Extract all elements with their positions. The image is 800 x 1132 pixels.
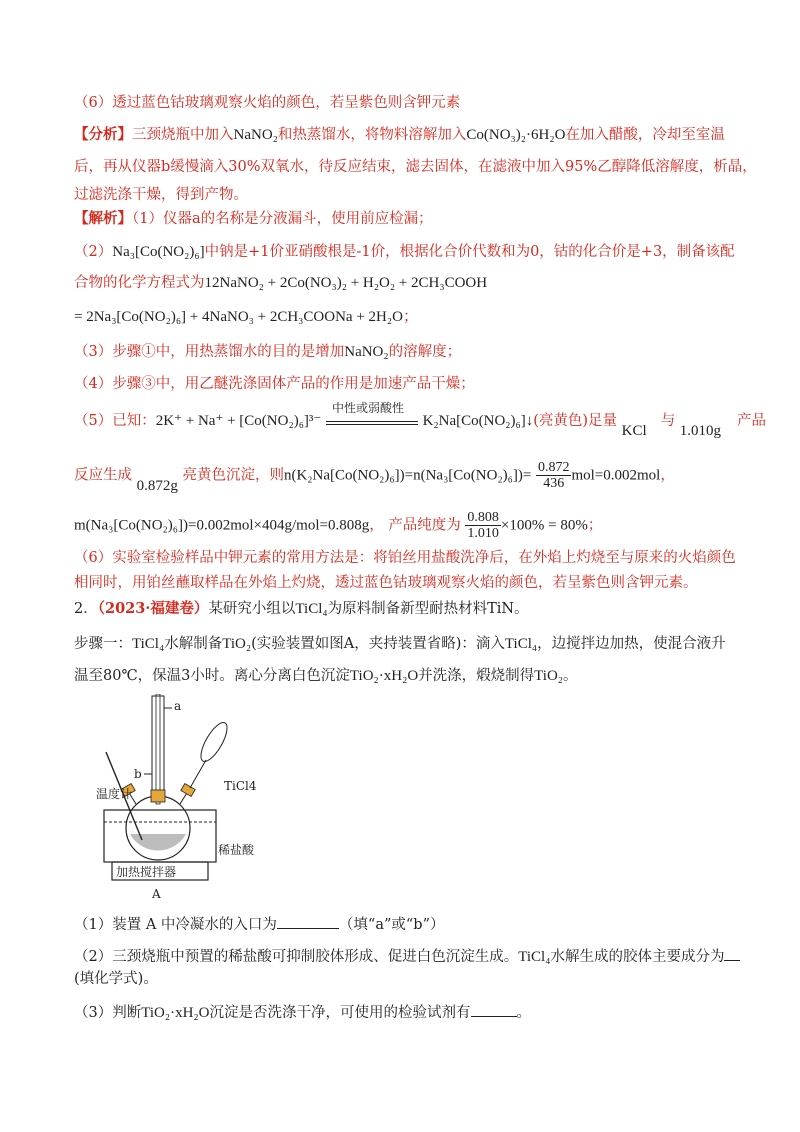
problem-2-step1-line-2: 温至80℃，保温3小时。离心分离白色沉淀TiO₂·xH₂O并洗涤，煅烧制得TiO₂。	[74, 668, 578, 684]
label-ticl4: TiCl4	[224, 779, 257, 793]
label-b: b	[134, 767, 142, 781]
condenser-outer	[152, 696, 164, 796]
analysis-line-1: 【分析】三颈烧瓶中加入NaNO₂和热蒸馏水，将物料溶解加入Co(NO₃)₂·6H₂O在加入醋酸，冷却至室温	[74, 126, 725, 143]
subq-2-line-2: (填化学式)。	[74, 971, 158, 987]
funnel-stem	[190, 760, 206, 788]
reaction-arrow: 中性或弱酸性	[326, 411, 418, 425]
answer-6-prev: （6）透过蓝色钴玻璃观察火焰的颜色，若呈紫色则含钾元素	[74, 95, 461, 111]
flask-liquid	[130, 834, 186, 851]
label-hcl: 稀盐酸	[218, 843, 255, 857]
jiexi-q2-line-1: （2）Na₃[Co(NO₂)₆]中钠是+1价亚硝酸根是-1价，根据化合价代数和为0，钴的化合价是+3，制备该配	[74, 244, 735, 260]
dropping-funnel	[196, 719, 232, 765]
jiexi-q3: （3）步骤①中，用热蒸馏水的目的是增加NaNO₂的溶解度；	[74, 344, 462, 360]
jiexi-q5-line-2: 反应生成 0.872g 亮黄色沉淀，则n(K₂Na[Co(NO₂)₆])=n(Na₃[Co(NO₂)₆])= $\frac{0.872}{436}$ mol=0.002mol，	[74, 460, 675, 494]
jiexi-q5-line-3: m(Na₃[Co(NO₂)₆])=0.002mol×404g/mol=0.808g， 产品纯度为 $\frac{0.808}{1.010}$ ×100% = 80%；	[74, 510, 603, 541]
jiexi-q6-line-2: 相同时，用铂丝蘸取样品在外焰上灼烧，透过蓝色钴玻璃观察火焰的颜色，若呈紫色则含钾元素。	[74, 575, 698, 591]
fraction-0808-1010: $\frac{0.808}{1.010}$	[467, 510, 499, 541]
jiexi-line-1: 【解析】（1）仪器a的名称是分液漏斗，使用前应检漏；	[74, 210, 433, 227]
fraction-0872-436: $\frac{0.872}{436}$	[537, 460, 570, 491]
subq-2-line-1: （2）三颈烧瓶中预置的稀盐酸可抑制胶体形成、促进白色沉淀生成。TiCl₄水解生成的胶体主要成分为	[74, 946, 740, 968]
jiexi-q4: （4）步骤③中，用乙醚洗涤固体产品的作用是加速产品干燥；	[74, 376, 475, 392]
stirrer-label: 加热搅拌器	[116, 865, 177, 879]
stopper-center	[151, 790, 165, 802]
condenser-inner	[156, 694, 160, 804]
blank-1[interactable]	[277, 914, 339, 929]
subq-3: （3）判断TiO₂·xH₂O沉淀是否洗涤干净，可使用的检验试剂有 。	[74, 1002, 531, 1024]
label-thermometer: 温度计	[96, 787, 133, 801]
problem-2-step1-line-1: 步骤一：TiCl₄水解制备TiO₂(实验装置如图A，夹持装置省略)：滴入TiCl₄，边搅拌边加热，使混合液升	[74, 636, 726, 652]
label-a: a	[174, 699, 182, 713]
stopper-right	[181, 784, 195, 797]
jiexi-q2-line-2: 合物的化学方程式为12NaNO₂ + 2Co(NO₃)₂ + H₂O₂ + 2CH₃COOH	[74, 275, 488, 291]
blank-3[interactable]	[471, 1002, 517, 1017]
figure-caption: A	[152, 887, 161, 901]
analysis-line-3: 过滤洗涤干燥，得到产物。	[74, 187, 248, 203]
blank-2[interactable]	[724, 946, 740, 961]
analysis-line-2: 后，再从仪器b缓慢滴入30%双氧水，待反应结束，滤去固体，在滤液中加入95%乙醇降低溶解度，析晶，	[74, 159, 757, 175]
subq-1: （1）装置 A 中冷凝水的入口为 （填“a”或“b”）	[74, 914, 445, 936]
problem-2-stem: 2．（2023·福建卷）某研究小组以TiCl₄为原料制备新型耐热材料TiN。	[74, 600, 529, 617]
jiexi-q5-line-1: （5）已知：2K⁺ + Na⁺ + [Co(NO₂)₆]³⁻ 中性或弱酸性 K₂Na[Co(NO₂)₆]↓(亮黄色)足量 KCl与 1.010g产品	[74, 401, 767, 439]
jiexi-q6-line-1: （6）实验室检验样品中钾元素的常用方法是：将铂丝用盐酸洗净后，在外焰上灼烧至与原来的火焰颜色	[74, 550, 736, 566]
apparatus-figure-a	[96, 694, 276, 908]
equation-line: = 2Na₃[Co(NO₂)₆] + 4NaNO₃ + 2CH₃COONa + 2H₂O；	[74, 309, 418, 325]
